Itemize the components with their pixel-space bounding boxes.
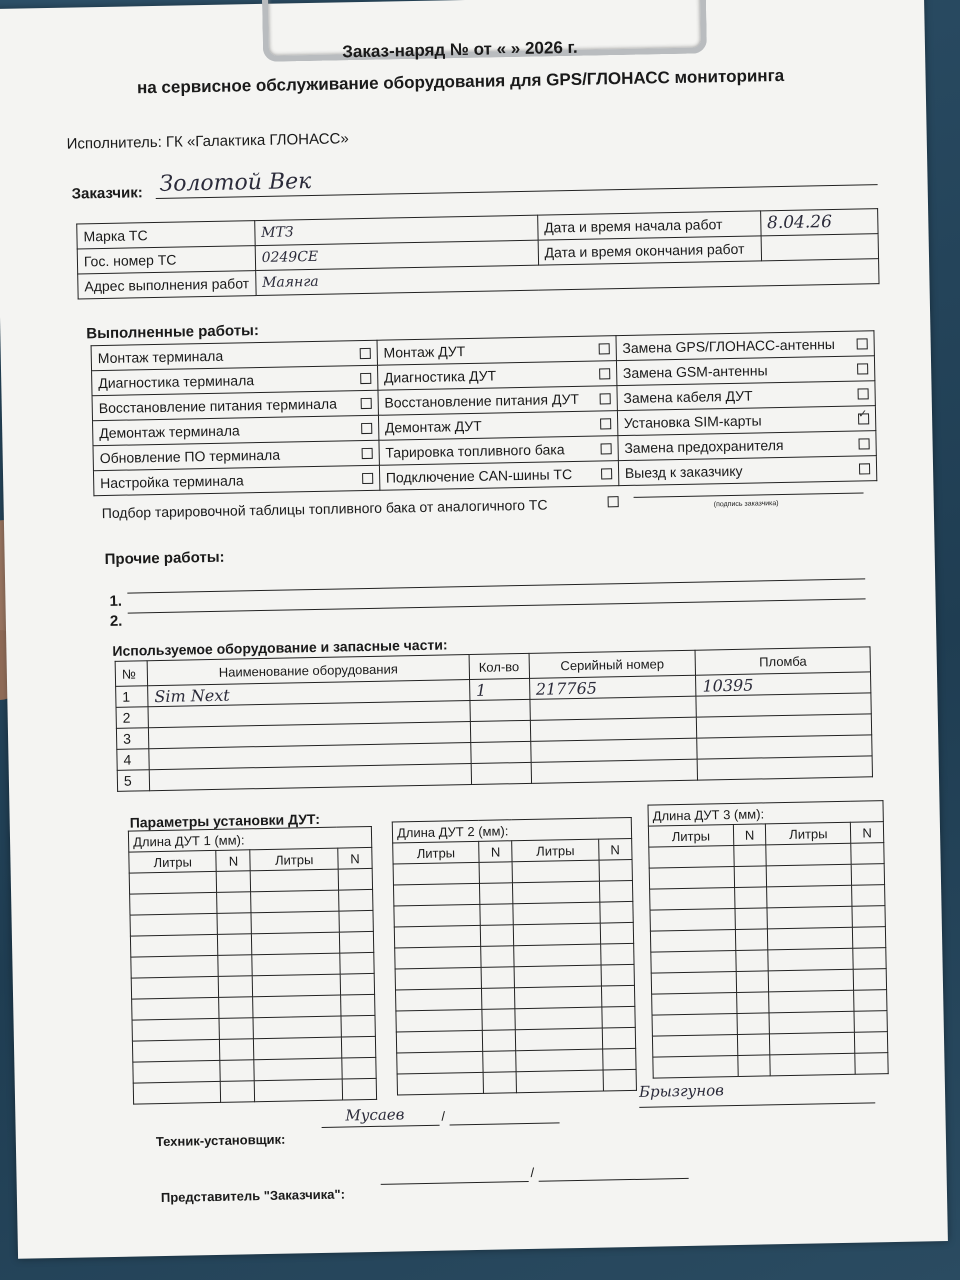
work-label: Тарировка топливного бака — [385, 441, 565, 461]
dut-cell[interactable] — [252, 932, 340, 955]
tariff-checkbox[interactable] — [608, 496, 619, 507]
dut-cell[interactable] — [221, 1081, 255, 1103]
dut-cell[interactable] — [852, 927, 885, 949]
work-label: Замена GPS/ГЛОНАСС-антенны — [622, 335, 836, 357]
dut-cell[interactable] — [482, 1030, 516, 1052]
dut-cell[interactable] — [653, 1055, 738, 1078]
dut-cell[interactable] — [736, 992, 769, 1014]
dut-cell[interactable] — [733, 845, 766, 867]
dut-cell[interactable] — [480, 883, 514, 905]
dut-cell[interactable] — [515, 965, 601, 988]
dut-cell[interactable] — [650, 929, 735, 952]
second-sign-line — [639, 1102, 875, 1108]
dut-col-header: N — [733, 824, 766, 846]
dut-cell[interactable] — [600, 922, 634, 944]
dut-cell[interactable] — [515, 986, 601, 1009]
dut-cell[interactable] — [339, 889, 373, 911]
dut-cell[interactable] — [853, 948, 886, 970]
dut-cell[interactable] — [394, 904, 480, 927]
equipment-cell-serial — [531, 759, 698, 783]
dut-cell[interactable] — [770, 1053, 855, 1076]
dut-cell[interactable] — [480, 904, 514, 926]
plate-label: Гос. номер ТС — [77, 246, 255, 274]
dut-row — [397, 1069, 636, 1095]
work-label: Демонтаж ДУТ — [384, 417, 482, 436]
equipment-header: Наименование оборудования — [147, 655, 469, 686]
other-work-1-line — [127, 578, 865, 593]
dut-cell[interactable] — [483, 1072, 517, 1094]
dut-cell[interactable] — [480, 925, 514, 947]
signature-caption: (подпись заказчика) — [713, 500, 779, 509]
dut-cell[interactable] — [767, 885, 852, 908]
dut-cell[interactable] — [516, 1049, 602, 1072]
address-label: Адрес выполнения работ — [78, 271, 256, 299]
work-label: Настройка терминала — [100, 472, 244, 492]
dut-cell[interactable] — [481, 967, 515, 989]
end-label: Дата и время окончания работ — [538, 236, 761, 265]
dut-cell[interactable] — [251, 911, 339, 934]
dut-cell[interactable] — [855, 1053, 888, 1075]
dut-cell[interactable] — [219, 1018, 253, 1040]
dut1-block — [128, 826, 377, 1105]
work-checkbox[interactable] — [857, 363, 868, 374]
dut-cell[interactable] — [651, 971, 736, 994]
work-label: Замена GSM-антенны — [622, 362, 768, 382]
address-value: Маянга — [255, 259, 879, 296]
rep-name-line — [381, 1181, 529, 1185]
dut-cell[interactable] — [768, 927, 853, 950]
dut-cell[interactable] — [735, 908, 768, 930]
work-checkbox[interactable] — [598, 343, 609, 354]
dut3-title: Длина ДУТ 3 (мм): — [648, 801, 883, 827]
plate-value: 0249СЕ — [255, 240, 538, 270]
works-table — [91, 330, 878, 496]
dut-cell[interactable] — [734, 866, 767, 888]
equipment-cell-qty — [470, 720, 530, 742]
dut-cell[interactable] — [766, 843, 851, 866]
tech-name: Мусаев — [345, 1105, 405, 1125]
dut-cell[interactable] — [342, 1078, 376, 1100]
dut-cell[interactable] — [395, 967, 481, 990]
customer-signature-line — [634, 492, 864, 497]
dut-cell[interactable] — [601, 985, 635, 1007]
work-checkbox[interactable] — [858, 388, 869, 399]
dut-cell[interactable] — [253, 974, 341, 997]
dut-cell[interactable] — [395, 946, 481, 969]
dut-col-header: Литры — [512, 839, 598, 862]
brand-label: Марка ТС — [77, 221, 255, 249]
dut-cell[interactable] — [737, 1034, 770, 1056]
dut-cell[interactable] — [736, 971, 769, 993]
dut-cell[interactable] — [340, 973, 374, 995]
dut-cell[interactable] — [599, 880, 633, 902]
equipment-cell-name: Sim Next — [148, 680, 470, 707]
dut-cell[interactable] — [130, 892, 218, 915]
dut-cell[interactable] — [217, 913, 251, 935]
dut-cell[interactable] — [479, 862, 513, 884]
dut-cell[interactable] — [339, 910, 373, 932]
dut1-table — [128, 826, 377, 1105]
equipment-cell-n: 5 — [117, 770, 150, 792]
dut-col-header: N — [850, 822, 883, 844]
dut-row — [133, 1078, 376, 1104]
dut-cell[interactable] — [252, 953, 340, 976]
other-work-1-num: 1. — [109, 592, 123, 610]
work-checkbox[interactable] — [858, 413, 869, 424]
dut-cell[interactable] — [852, 885, 885, 907]
equipment-cell-seal — [697, 756, 872, 780]
dut-cell[interactable] — [516, 1028, 602, 1051]
dut-cell[interactable] — [514, 923, 600, 946]
dut-cell[interactable] — [599, 859, 633, 881]
dut-cell[interactable] — [769, 1011, 854, 1034]
dut-cell[interactable] — [513, 860, 599, 883]
dut-cell[interactable] — [342, 1057, 376, 1079]
dut-cell[interactable] — [517, 1070, 603, 1093]
dut-cell[interactable] — [130, 934, 218, 957]
dut-cell[interactable] — [652, 1034, 737, 1057]
dut-cell[interactable] — [254, 1058, 342, 1081]
work-label: Демонтаж терминала — [99, 422, 240, 442]
dut-cell[interactable] — [852, 906, 885, 928]
dut-cell[interactable] — [650, 887, 735, 910]
dut-cell[interactable] — [393, 862, 479, 885]
equipment-cell-serial: 217765 — [529, 675, 696, 699]
dut-cell[interactable] — [851, 843, 884, 865]
dut-cell[interactable] — [218, 955, 252, 977]
customer-label: Заказчик: — [71, 184, 143, 203]
dut-cell[interactable] — [735, 950, 768, 972]
dut-cell[interactable] — [603, 1069, 637, 1091]
dut-cell[interactable] — [131, 976, 219, 999]
work-label: Восстановление питания терминала — [98, 395, 338, 417]
dut-cell[interactable] — [853, 969, 886, 991]
dut-col-header: N — [598, 838, 632, 860]
dut-col-header: Литры — [250, 848, 338, 871]
dut-cell[interactable] — [854, 1011, 887, 1033]
rep-sign-line — [539, 1178, 689, 1182]
dut-cell[interactable] — [339, 931, 373, 953]
tech-label: Техник-установщик: — [155, 1131, 286, 1150]
dut-cell[interactable] — [397, 1051, 483, 1074]
end-value — [761, 234, 879, 261]
dut-cell[interactable] — [767, 864, 852, 887]
dut-col-header: Литры — [393, 841, 479, 864]
dut-cell[interactable] — [769, 969, 854, 992]
work-checkbox[interactable] — [858, 438, 869, 449]
equipment-table — [115, 646, 873, 791]
dut2-table — [392, 817, 637, 1096]
start-label: Дата и время начала работ — [537, 211, 760, 240]
dut-cell[interactable] — [253, 995, 341, 1018]
work-checkbox[interactable] — [857, 338, 868, 349]
dut-cell[interactable] — [132, 1039, 220, 1062]
dut-cell[interactable] — [341, 1015, 375, 1037]
dut-cell[interactable] — [341, 994, 375, 1016]
work-cell — [379, 461, 618, 491]
equipment-cell-qty — [470, 699, 530, 721]
work-checkbox[interactable] — [600, 443, 611, 454]
other-works-title: Прочие работы: — [104, 548, 225, 569]
work-checkbox[interactable] — [361, 423, 372, 434]
work-checkbox[interactable] — [361, 448, 372, 459]
dut-cell[interactable] — [652, 1013, 737, 1036]
equipment-cell-n: 1 — [116, 686, 149, 708]
dut-cell[interactable] — [255, 1079, 343, 1102]
executor-label: Исполнитель: — [66, 133, 162, 153]
dut-cell[interactable] — [601, 1006, 635, 1028]
tariff-label: Подбор тарировочной таблицы топливного бака от аналогичного ТС — [101, 496, 548, 522]
dut-cell[interactable] — [396, 1030, 482, 1053]
work-label: Выезд к заказчику — [624, 462, 743, 482]
dut3-block — [647, 800, 888, 1078]
brand-value: МТЗ — [254, 215, 537, 245]
dut-cell[interactable] — [341, 1036, 375, 1058]
dut-cell[interactable] — [600, 943, 634, 965]
dut-cell[interactable] — [599, 901, 633, 923]
dut-cell[interactable] — [768, 948, 853, 971]
dut-cell[interactable] — [393, 883, 479, 906]
dut-cell[interactable] — [394, 925, 480, 948]
equipment-cell-qty — [470, 741, 530, 763]
dut1-title: Длина ДУТ 1 (мм): — [128, 826, 371, 852]
dut-cell[interactable] — [649, 846, 734, 869]
equipment-cell-n: 2 — [116, 707, 149, 729]
dut-cell[interactable] — [482, 1009, 516, 1031]
dut-cell[interactable] — [397, 1072, 483, 1095]
dut2-block — [392, 817, 637, 1096]
dut-row — [653, 1053, 888, 1079]
dut-cell[interactable] — [602, 1048, 636, 1070]
dut-cell[interactable] — [601, 964, 635, 986]
dut-cell[interactable] — [254, 1037, 342, 1060]
dut-col-header: N — [216, 850, 250, 872]
equipment-cell-n: 4 — [117, 749, 150, 771]
tech-name-line — [322, 1125, 440, 1128]
dut-cell[interactable] — [396, 1009, 482, 1032]
dut-col-header: Литры — [766, 822, 851, 845]
dut-cell[interactable] — [513, 881, 599, 904]
dut-cell[interactable] — [514, 944, 600, 967]
dut-cell[interactable] — [652, 992, 737, 1015]
work-order-sheet: Заказ-наряд № от « » 2026 г. на сервисное обслуживание оборудования для GPS/ГЛОНАСС мониторинга Исполнитель: ГК «Галактика ГЛОНАСС» Заказчик: Золотой Век Марка ТС МТЗ Дата и время начала работ 8.04.26 Гос. номер ТС 0249СЕ Дата и время окончания работ Адрес выполнения работ Маянга Выполненные работы: Монтаж терминала Монтаж ДУТ Замена GPS/ГЛОНАСС-антенны Диагностика терминала Диагностика ДУТ Замена GSM-антенны Восстановление питания терминала Восстановление питания ДУТ Замена кабеля ДУТ Демонтаж терминала Демонтаж ДУТ Установка SIM-карты ✓ Обновление ПО терминала Тарировка топливного бака Замена предохранителя Настройка терминала Подключение CAN-шины ТС Выезд к заказчику Подбор тарировочной таблицы топливного бака от аналогичного ТС (подпись заказчика) Прочие работы: 1. 2. Используемое оборудование и запасные части: № Наименование оборудования Кол-во Серийный номер Пломба 1 Sim Next 1 217765 10395 2 3 4 5 Параметры установки ДУТ: Длина ДУТ 1 (мм): Литры N Литры N Длина ДУТ 2 (мм): Литры N Литры N Длина ДУТ 3 (мм): Литры N Литры N Техник-установщик: Мусаев / Брызгунов Представитель "Заказчика": / — [0, 0, 948, 1259]
dut-cell[interactable] — [513, 902, 599, 925]
equipment-header: № — [115, 661, 148, 687]
dut-cell[interactable] — [483, 1051, 517, 1073]
equipment-header: Пломба — [695, 647, 870, 675]
dut-cell[interactable] — [129, 871, 217, 894]
dut-cell[interactable] — [482, 988, 516, 1010]
dut-cell[interactable] — [734, 887, 767, 909]
dut-cell[interactable] — [218, 934, 252, 956]
dut-cell[interactable] — [602, 1027, 636, 1049]
dut-cell[interactable] — [253, 1016, 341, 1039]
dut-cell[interactable] — [649, 866, 734, 889]
dut-cell[interactable] — [132, 1018, 220, 1041]
work-label: Обновление ПО терминала — [99, 446, 281, 467]
dut-cell[interactable] — [770, 1032, 855, 1055]
equipment-cell-seal: 10395 — [696, 672, 871, 696]
work-checkbox[interactable] — [359, 348, 370, 359]
work-checkbox[interactable] — [601, 468, 612, 479]
dut-cell[interactable] — [251, 869, 339, 892]
customer-value: Золотой Век — [159, 168, 312, 197]
dut-cell[interactable] — [769, 990, 854, 1013]
dut-cell[interactable] — [395, 988, 481, 1011]
work-label: Подключение CAN-шины ТС — [385, 466, 573, 486]
work-checkbox[interactable] — [362, 473, 373, 484]
work-label: Установка SIM-карты — [623, 412, 762, 432]
dut-cell[interactable] — [220, 1039, 254, 1061]
dut-title: Параметры установки ДУТ: — [129, 810, 321, 831]
work-label: Диагностика терминала — [98, 372, 255, 392]
dut-cell[interactable] — [130, 913, 218, 936]
equipment-header: Серийный номер — [529, 650, 696, 678]
dut-cell[interactable] — [219, 976, 253, 998]
work-label: Монтаж терминала — [97, 347, 224, 367]
work-checkbox[interactable] — [600, 418, 611, 429]
start-value: 8.04.26 — [760, 209, 878, 236]
tech-sign-line — [450, 1122, 560, 1125]
equipment-header: Кол-во — [469, 653, 529, 679]
work-cell — [93, 465, 379, 495]
dut-cell[interactable] — [854, 1032, 887, 1054]
dut-cell[interactable] — [737, 1055, 770, 1077]
work-label: Замена предохранителя — [624, 436, 784, 457]
equipment-cell-qty: 1 — [469, 678, 529, 700]
dut-cell[interactable] — [851, 864, 884, 886]
dut-cell[interactable] — [338, 868, 372, 890]
work-label: Диагностика ДУТ — [383, 367, 497, 386]
dut-cell[interactable] — [220, 1060, 254, 1082]
dut-cell[interactable] — [650, 908, 735, 931]
work-cell — [618, 456, 877, 486]
work-checkbox[interactable] — [599, 368, 610, 379]
work-label: Восстановление питания ДУТ — [384, 390, 580, 411]
dut-cell[interactable] — [251, 890, 339, 913]
dut-col-header: N — [479, 841, 513, 863]
equipment-title: Используемое оборудование и запасные части: — [112, 636, 448, 659]
dut-col-header: Литры — [648, 825, 733, 848]
rep-label: Представитель "Заказчика": — [160, 1186, 346, 1206]
order-subtitle: на сервисное обслуживание оборудования для GPS/ГЛОНАСС мониторинга — [136, 65, 785, 98]
work-checkbox[interactable] — [360, 373, 371, 384]
work-checkbox[interactable] — [599, 393, 610, 404]
dut-cell[interactable] — [132, 997, 220, 1020]
dut-col-header: Литры — [129, 850, 217, 873]
dut-cell[interactable] — [219, 997, 253, 1019]
dut-cell[interactable] — [133, 1081, 221, 1104]
executor-value: ГК «Галактика ГЛОНАСС» — [165, 130, 349, 151]
dut-col-header: N — [338, 847, 372, 869]
equipment-cell-qty — [471, 762, 531, 784]
tech-signature: Брызгунов — [638, 1081, 725, 1101]
work-checkbox[interactable] — [360, 398, 371, 409]
work-label: Монтаж ДУТ — [383, 343, 466, 361]
other-work-2-line — [128, 598, 866, 613]
dut-cell[interactable] — [651, 950, 736, 973]
dut-cell[interactable] — [217, 871, 251, 893]
dut2-title: Длина ДУТ 2 (мм): — [392, 817, 631, 843]
dut-cell[interactable] — [340, 952, 374, 974]
dut3-table — [647, 800, 888, 1078]
executor-row — [67, 130, 349, 152]
equipment-cell-n: 3 — [116, 728, 149, 750]
work-checkbox[interactable] — [859, 463, 870, 474]
dut-cell[interactable] — [133, 1060, 221, 1083]
vehicle-table — [76, 208, 879, 299]
dut-cell[interactable] — [767, 906, 852, 929]
dut-cell[interactable] — [737, 1013, 770, 1035]
other-work-2-num: 2. — [109, 612, 123, 630]
dut-cell[interactable] — [217, 892, 251, 914]
work-label: Замена кабеля ДУТ — [623, 387, 753, 407]
dut-cell[interactable] — [735, 929, 768, 951]
dut-cell[interactable] — [515, 1007, 601, 1030]
dut-cell[interactable] — [854, 990, 887, 1012]
dut-cell[interactable] — [481, 946, 515, 968]
order-title: Заказ-наряд № от « » 2026 г. — [342, 37, 578, 62]
dut-cell[interactable] — [131, 955, 219, 978]
works-title: Выполненные работы: — [86, 322, 260, 343]
